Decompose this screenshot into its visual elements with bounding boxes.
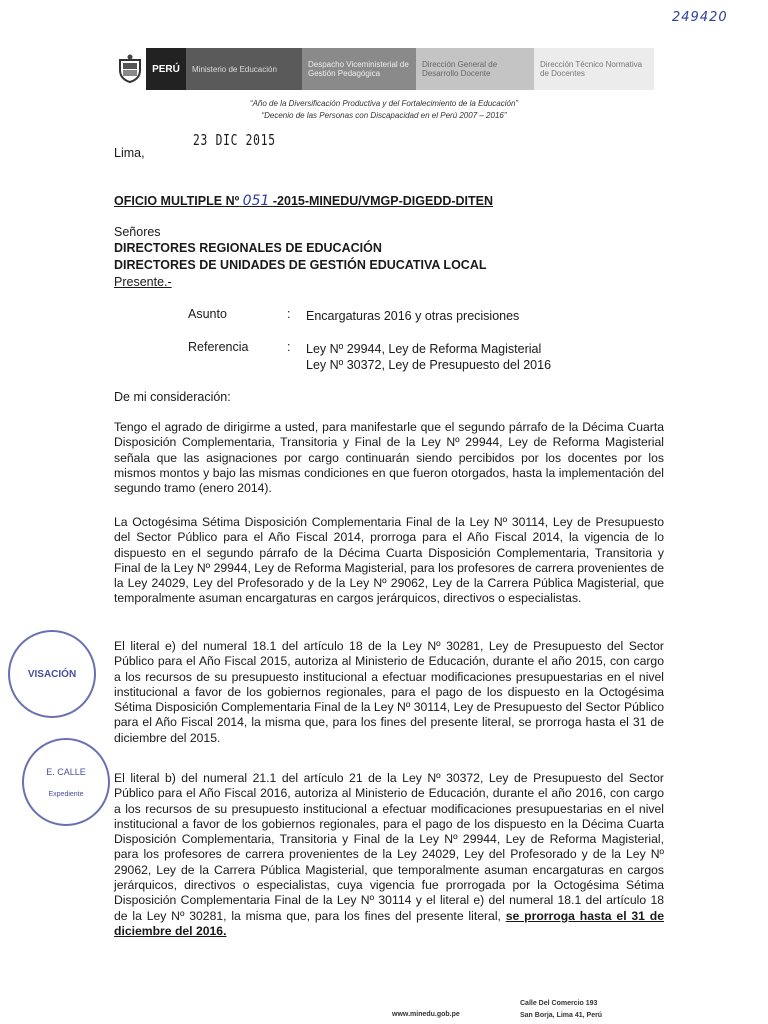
recipient-line-2: DIRECTORES DE UNIDADES DE GESTIÓN EDUCATIVA LOCAL: [114, 258, 487, 272]
header-direccion-general: Dirección General de Desarrollo Docente: [416, 48, 534, 90]
expediente-stamp-text: Expediente: [48, 790, 84, 798]
coat-of-arms-icon: [114, 48, 146, 90]
recipient-line-1: DIRECTORES REGIONALES DE EDUCACIÓN: [114, 241, 382, 255]
document-number: 249420: [672, 10, 728, 25]
paragraph-3: El literal e) del numeral 18.1 del artículo 18 de la Ley Nº 30281, Ley de Presupuesto del Sector Público para el Año Fiscal 2015, autoriza al Ministerio de Educación, durante el año 2015, con cargo a los recursos de su presupuesto institucional a efectuar modificaciones presupuestarias en el nivel institucional a favor de los gobiernos regionales, para el pago de los dispuesto en la Octogésima Sétima Disposición Complementaria Final de la Ley Nº 30114, Ley de Presupuesto del Sector Público para el Año Fiscal 2014, la misma que, para los fines del presente literal, se prorroga hasta el 31 de diciembre del 2015.: [114, 639, 664, 745]
asunto-value: Encargaturas 2016 y otras precisiones: [306, 309, 520, 323]
asunto-sep: :: [287, 307, 291, 321]
ecalle-stamp: [22, 738, 110, 826]
referencia-sep: :: [287, 340, 291, 354]
letterhead: [114, 48, 654, 90]
paragraph-4-text: El literal b) del numeral 21.1 del artículo 21 de la Ley Nº 30372, Ley de Presupuesto del Sector Público para el Año Fiscal 2016, autoriza al Ministerio de Educación, durante el año 2016, con cargo a los recursos de su presupuesto institucional a efectuar modificaciones presupuestarias en el nivel institucional a favor de los gobiernos regionales, para el pago de los dispuesto en la Décima Cuarta Disposición Complementaria, Transitoria y Final de la Ley Nº 29944, Ley de Reforma Magisterial, para los profesores de carrera provenientes de la Ley 24029, Ley del Profesorado y de la Ley Nº 29062, Ley de la Carrera Pública Magisterial, que temporalmente asuman encargaturas en cargos jerárquicos, directivos o especialistas, cuya vigencia fue prorrogada por la Octogésima Sétima Disposición Complementaria Final de la Ley Nº 30114 y el literal e) del numeral 18.1 del artículo 18 de la Ley Nº 30281, la misma que, para los fines del presente literal,: [114, 771, 664, 923]
visacion-stamp: [8, 630, 96, 718]
visacion-stamp-text: VISACIÓN: [27, 668, 77, 680]
salutation: Señores: [114, 225, 161, 239]
asunto-label: Asunto: [188, 307, 227, 321]
header-peru: PERÚ: [146, 48, 186, 90]
footer-address-1: Calle Del Comercio 193: [520, 1000, 598, 1007]
header-despacho: Despacho Viceministerial de Gestión Pedagógica: [302, 48, 416, 90]
footer-website: www.minedu.gob.pe: [392, 1011, 460, 1018]
oficio-suffix: -2015-MINEDU/VMGP-DIGEDD-DITEN: [272, 194, 494, 208]
referencia-value-2: Ley Nº 30372, Ley de Presupuesto del 2016: [306, 358, 552, 372]
paragraph-2: La Octogésima Sétima Disposición Complementaria Final de la Ley Nº 30114, Ley de Presupuesto del Sector Público para el Año Fiscal 2014, prorroga para el Año Fiscal 2014, la vigencia de lo dispuesto en el segundo párrafo de la Décima Cuarta Disposición Complementaria, Transitoria y Final de la Ley Nº 29944, Ley de Reforma Magisterial, para los profesores de carrera provenientes de la Ley 24029, Ley del Profesorado y de la Ley Nº 29062, Ley de la Carrera Pública Magisterial, que temporalmente asuman encargaturas en cargos jerárquicos, directivos o especialistas.: [114, 515, 664, 606]
motto-line-2: “Decenio de las Personas con Discapacidad en el Perú 2007 – 2016”: [261, 111, 507, 120]
oficio-number: 051: [242, 193, 270, 209]
oficio-title: [114, 193, 493, 209]
presente: Presente.-: [114, 275, 172, 289]
referencia-label: Referencia: [188, 340, 249, 354]
paragraph-4: [114, 771, 664, 939]
paragraph-4-emphasis: se prorroga hasta el 31 de diciembre del 2016.: [114, 908, 665, 938]
date-stamp: 23 DIC 2015: [193, 131, 276, 149]
ecalle-stamp-text: E. CALLE: [46, 766, 86, 777]
header-direccion-tecnico: Dirección Técnico Normativa de Docentes: [534, 48, 654, 90]
referencia-value-1: Ley Nº 29944, Ley de Reforma Magisterial: [306, 342, 542, 356]
footer-address-2: San Borja, Lima 41, Perú: [520, 1012, 603, 1019]
paragraph-1: Tengo el agrado de dirigirme a usted, para manifestarle que el segundo párrafo de la Décima Cuarta Disposición Complementaria, Transitoria y Final de la Ley Nº 29944, Ley de Reforma Magisterial señala que las asignaciones por cargo continuarán siendo percibidos por los docentes por los mismos montos y bajo las mismas condiciones en que fueron otorgados, hasta la implementación del segundo tramo (enero 2014).: [114, 420, 664, 496]
oficio-prefix: OFICIO MULTIPLE Nº: [114, 194, 240, 208]
greeting: De mi consideración:: [114, 390, 231, 404]
place: Lima,: [114, 146, 145, 160]
motto-line-1: “Año de la Diversificación Productiva y del Fortalecimiento de la Educación”: [249, 99, 519, 108]
header-ministerio: Ministerio de Educación: [186, 48, 302, 90]
